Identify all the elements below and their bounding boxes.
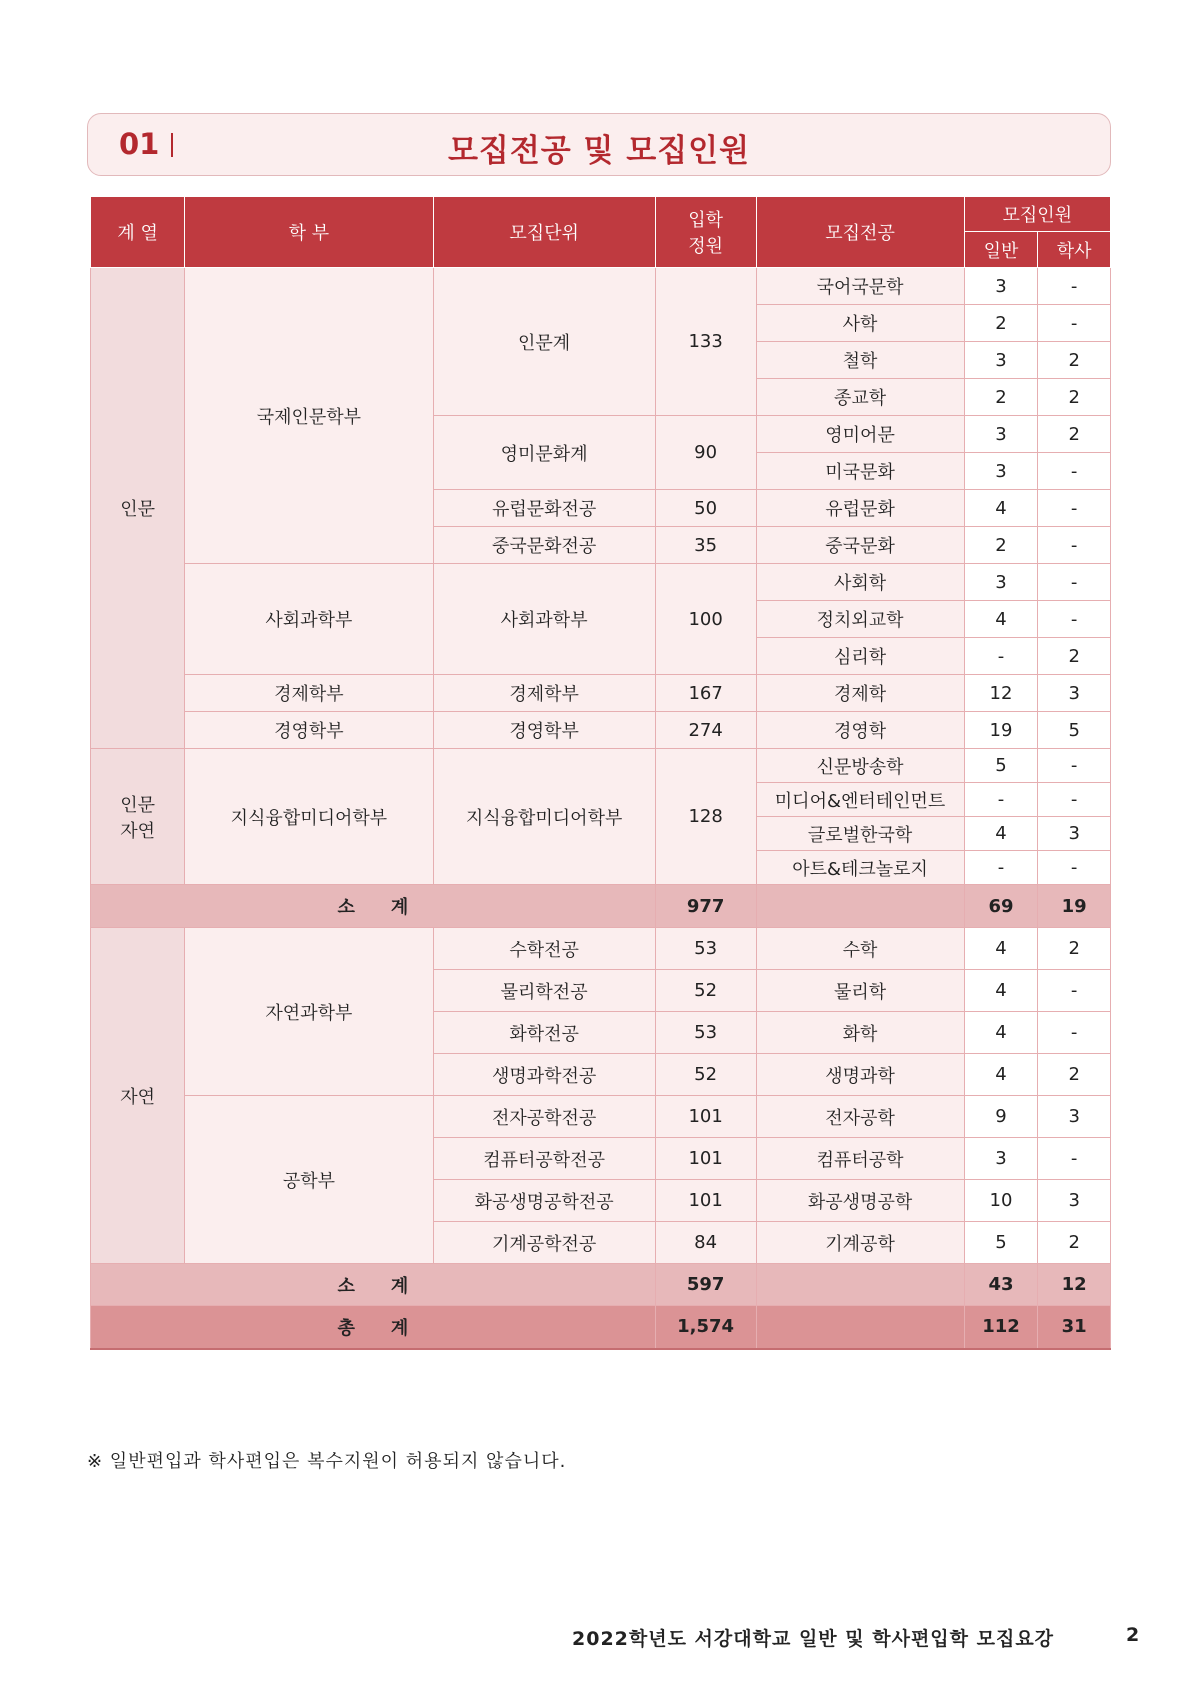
general-cell: 5: [964, 749, 1038, 783]
bachelor-cell: 3: [1038, 1096, 1111, 1138]
major-cell: 글로벌한국학: [756, 817, 964, 851]
unit-cell: 물리학전공: [433, 970, 655, 1012]
subtotal-major-empty: [756, 885, 964, 928]
major-cell: 영미어문: [756, 416, 964, 453]
total-label: 총 계: [91, 1306, 656, 1349]
general-cell: 5: [964, 1222, 1038, 1264]
major-cell: 사회학: [756, 564, 964, 601]
footer-text: 2022학년도 서강대학교 일반 및 학사편입학 모집요강: [572, 1628, 1055, 1650]
general-cell: -: [964, 783, 1038, 817]
general-cell: 3: [964, 564, 1038, 601]
major-cell: 물리학: [756, 970, 964, 1012]
quota-cell: 52: [655, 1054, 756, 1096]
general-cell: 4: [964, 817, 1038, 851]
subtotal-quota: 977: [655, 885, 756, 928]
general-cell: 3: [964, 1138, 1038, 1180]
total-quota: 1,574: [655, 1306, 756, 1349]
total-major-empty: [756, 1306, 964, 1349]
general-cell: 4: [964, 601, 1038, 638]
table-row: [91, 268, 1111, 305]
unit-cell: 생명과학전공: [433, 1054, 655, 1096]
division-engineering: 공학부: [185, 1096, 433, 1264]
division-econ: 경제학부: [185, 675, 433, 712]
bachelor-cell: 2: [1038, 416, 1111, 453]
division-media: 지식융합미디어학부: [185, 749, 433, 885]
bachelor-cell: 5: [1038, 712, 1111, 749]
major-cell: 국어국문학: [756, 268, 964, 305]
header-division: 학 부: [185, 197, 433, 268]
major-cell: 화학: [756, 1012, 964, 1054]
subtotal-quota: 597: [655, 1264, 756, 1306]
page-number: 2: [1126, 1624, 1140, 1646]
major-cell: 철학: [756, 342, 964, 379]
general-cell: 3: [964, 268, 1038, 305]
unit-europe: 유럽문화전공: [433, 490, 655, 527]
major-cell: 기계공학: [756, 1222, 964, 1264]
subtotal-general: 43: [964, 1264, 1038, 1306]
quota-english: 90: [655, 416, 756, 490]
general-cell: 4: [964, 1054, 1038, 1096]
bachelor-cell: -: [1038, 1138, 1111, 1180]
quota-biz: 274: [655, 712, 756, 749]
bachelor-cell: 3: [1038, 817, 1111, 851]
quota-cell: 52: [655, 970, 756, 1012]
subtotal-row: [91, 1264, 1111, 1306]
bachelor-cell: -: [1038, 970, 1111, 1012]
header-unit: 모집단위: [433, 197, 655, 268]
general-cell: 4: [964, 1012, 1038, 1054]
table-row: [91, 712, 1111, 749]
quota-cell: 101: [655, 1096, 756, 1138]
bachelor-cell: -: [1038, 490, 1111, 527]
header-major: 모집전공: [756, 197, 964, 268]
general-cell: 3: [964, 416, 1038, 453]
bachelor-cell: -: [1038, 749, 1111, 783]
bachelor-cell: 2: [1038, 638, 1111, 675]
unit-media: 지식융합미디어학부: [433, 749, 655, 885]
quota-media: 128: [655, 749, 756, 885]
general-cell: 3: [964, 453, 1038, 490]
major-cell: 종교학: [756, 379, 964, 416]
major-cell: 유럽문화: [756, 490, 964, 527]
subtotal-major-empty: [756, 1264, 964, 1306]
bachelor-cell: -: [1038, 851, 1111, 885]
header-quota: [655, 197, 756, 268]
unit-biz: 경영학부: [433, 712, 655, 749]
bachelor-cell: -: [1038, 305, 1111, 342]
table-row: [91, 1096, 1111, 1138]
subtotal-label: 소 계: [91, 885, 656, 928]
unit-cell: 화학전공: [433, 1012, 655, 1054]
major-cell: 정치외교학: [756, 601, 964, 638]
category-humanities: 인문: [91, 268, 185, 749]
table-row: [91, 675, 1111, 712]
unit-humanities: 인문계: [433, 268, 655, 416]
bachelor-cell: -: [1038, 783, 1111, 817]
category-humanities-natural: [91, 749, 185, 885]
bachelor-cell: 3: [1038, 675, 1111, 712]
general-cell: 2: [964, 379, 1038, 416]
category-line1: 인문: [120, 794, 156, 816]
header-general: 일반: [964, 232, 1038, 268]
header-category: 계 열: [91, 197, 185, 268]
general-cell: 10: [964, 1180, 1038, 1222]
quota-china: 35: [655, 527, 756, 564]
major-cell: 신문방송학: [756, 749, 964, 783]
unit-cell: 화공생명공학전공: [433, 1180, 655, 1222]
general-cell: 12: [964, 675, 1038, 712]
general-cell: 2: [964, 527, 1038, 564]
division-social: 사회과학부: [185, 564, 433, 675]
quota-europe: 50: [655, 490, 756, 527]
major-cell: 경제학: [756, 675, 964, 712]
total-row: [91, 1306, 1111, 1349]
section-title: 모집전공 및 모집인원: [447, 133, 751, 169]
major-cell: 중국문화: [756, 527, 964, 564]
bachelor-cell: 2: [1038, 379, 1111, 416]
quota-cell: 53: [655, 928, 756, 970]
major-cell: 아트&테크놀로지: [756, 851, 964, 885]
section-title-box: [87, 113, 1111, 176]
major-cell: 수학: [756, 928, 964, 970]
major-cell: 미국문화: [756, 453, 964, 490]
total-bachelor: 31: [1038, 1306, 1111, 1349]
general-cell: 4: [964, 928, 1038, 970]
table-row: [91, 749, 1111, 783]
unit-cell: 기계공학전공: [433, 1222, 655, 1264]
major-cell: 생명과학: [756, 1054, 964, 1096]
general-cell: 9: [964, 1096, 1038, 1138]
bachelor-cell: -: [1038, 527, 1111, 564]
general-cell: 2: [964, 305, 1038, 342]
general-cell: -: [964, 638, 1038, 675]
subtotal-row: [91, 885, 1111, 928]
table-row: [91, 928, 1111, 970]
subtotal-bachelor: 12: [1038, 1264, 1111, 1306]
quota-cell: 101: [655, 1138, 756, 1180]
header-bachelor: 학사: [1038, 232, 1111, 268]
section-number: 01: [119, 127, 160, 161]
general-cell: 4: [964, 490, 1038, 527]
general-cell: 19: [964, 712, 1038, 749]
recruitment-table: [90, 196, 1111, 1350]
major-cell: 심리학: [756, 638, 964, 675]
subtotal-bachelor: 19: [1038, 885, 1111, 928]
note-text: ※ 일반편입과 학사편입은 복수지원이 허용되지 않습니다.: [87, 1451, 567, 1472]
bachelor-cell: 2: [1038, 342, 1111, 379]
major-cell: 전자공학: [756, 1096, 964, 1138]
quota-social: 100: [655, 564, 756, 675]
bachelor-cell: -: [1038, 1012, 1111, 1054]
header-quota-line2: 정원: [688, 236, 723, 257]
quota-cell: 84: [655, 1222, 756, 1264]
table-row: [91, 564, 1111, 601]
bachelor-cell: 3: [1038, 1180, 1111, 1222]
quota-cell: 53: [655, 1012, 756, 1054]
unit-cell: 컴퓨터공학전공: [433, 1138, 655, 1180]
major-cell: 화공생명공학: [756, 1180, 964, 1222]
division-intl-humanities: 국제인문학부: [185, 268, 433, 564]
general-cell: 3: [964, 342, 1038, 379]
category-natural: 자연: [91, 928, 185, 1264]
bachelor-cell: 2: [1038, 1054, 1111, 1096]
general-cell: -: [964, 851, 1038, 885]
major-cell: 미디어&엔터테인먼트: [756, 783, 964, 817]
major-cell: 컴퓨터공학: [756, 1138, 964, 1180]
quota-econ: 167: [655, 675, 756, 712]
header-quota-line1: 입학: [688, 210, 723, 231]
unit-english: 영미문화계: [433, 416, 655, 490]
division-biz: 경영학부: [185, 712, 433, 749]
subtotal-general: 69: [964, 885, 1038, 928]
unit-china: 중국문화전공: [433, 527, 655, 564]
bachelor-cell: 2: [1038, 1222, 1111, 1264]
quota-cell: 101: [655, 1180, 756, 1222]
header-recruit: 모집인원: [964, 197, 1110, 232]
category-line2: 자연: [120, 820, 156, 842]
bachelor-cell: -: [1038, 564, 1111, 601]
unit-cell: 전자공학전공: [433, 1096, 655, 1138]
bachelor-cell: -: [1038, 268, 1111, 305]
division-natural-science: 자연과학부: [185, 928, 433, 1096]
unit-cell: 수학전공: [433, 928, 655, 970]
bachelor-cell: -: [1038, 453, 1111, 490]
general-cell: 4: [964, 970, 1038, 1012]
major-cell: 사학: [756, 305, 964, 342]
unit-social: 사회과학부: [433, 564, 655, 675]
unit-econ: 경제학부: [433, 675, 655, 712]
bachelor-cell: -: [1038, 601, 1111, 638]
major-cell: 경영학: [756, 712, 964, 749]
subtotal-label: 소 계: [91, 1264, 656, 1306]
quota-humanities: 133: [655, 268, 756, 416]
total-general: 112: [964, 1306, 1038, 1349]
bachelor-cell: 2: [1038, 928, 1111, 970]
